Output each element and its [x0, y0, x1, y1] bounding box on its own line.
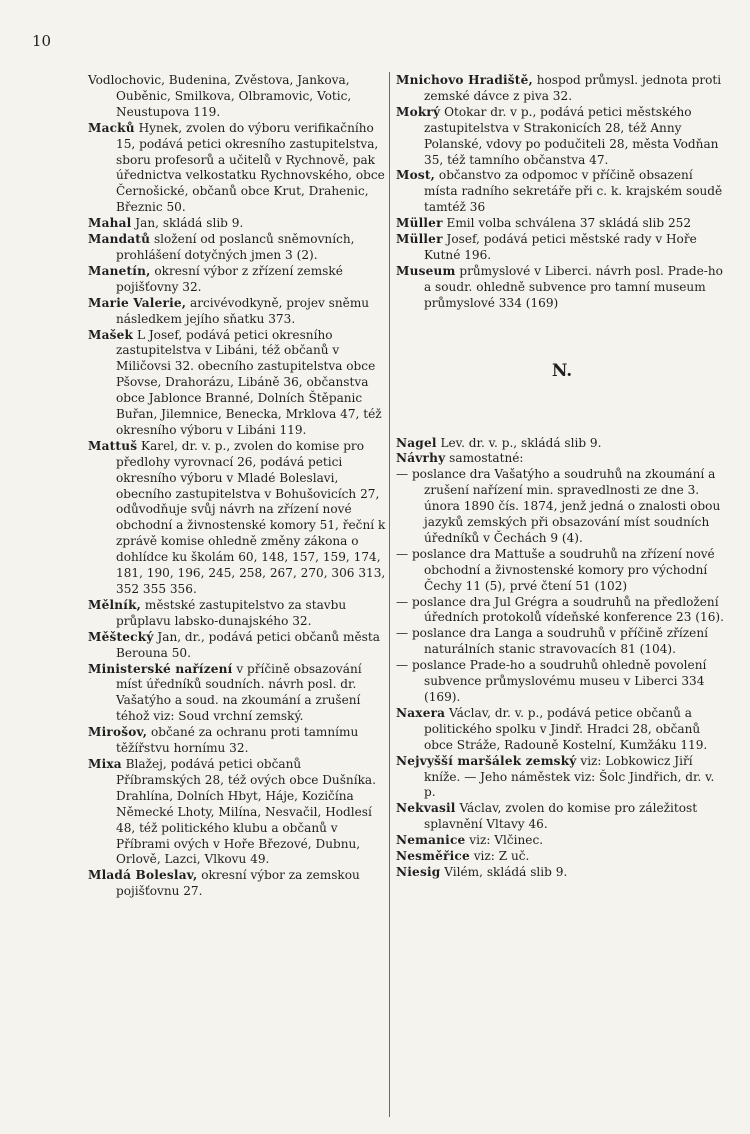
index-entry-keyword: Mašek [88, 327, 134, 342]
index-entry-text: Emil volba schválena 37 skládá slib 252 [442, 216, 692, 231]
index-entry-text: L Josef, podává petici okresního zastupitelstva v Libáni, též občanů v Miličovsi 32. obecního zastupitelstva obce Pšovse, Drahorázu, Libáně 36, občanstva obce Jablonce Branné, Dolních Štěpanic Buřan, Jilemnice, Benecka, Mrklova 47, též okresního výboru v Libáni 119. [116, 327, 382, 437]
right-column [396, 73, 728, 881]
index-entry [88, 73, 386, 121]
index-entry-text: v příčině obsazování míst úředníků soudních. návrh posl. dr. Vašatýho a soud. na zkoumání a zrušení téhož viz: Soud vrchní zemský. [116, 661, 362, 724]
index-entry-text: Otokar dr. v p., podává petici městského zastupitelstva v Strakonicích 28, též Anny Polanské, vdovy po podučiteli 28, města Vodňan 35, též tamního občanstva 47. [424, 104, 719, 167]
index-entry-keyword: Nagel [396, 435, 437, 450]
index-entry [396, 706, 728, 754]
index-entry-text: arcivévodkyně, projev sněmu následkem jejího sňatku 373. [116, 295, 370, 326]
index-entry-keyword: Mandatů [88, 232, 151, 247]
index-entry [396, 232, 728, 264]
index-entry [396, 754, 728, 802]
index-entry-keyword: Marie Valerie, [88, 295, 187, 310]
index-entry [88, 725, 386, 757]
index-entry-text: občanstvo za odpomoc v příčině obsazení místa radního sekretáře při c. k. krajském soudě tamtéž 36 [424, 168, 723, 215]
index-entry [88, 662, 386, 726]
index-entry [396, 216, 728, 232]
index-entry-keyword: Museum [396, 263, 456, 278]
index-entry [88, 296, 386, 328]
index-entry-keyword: Nesměřice [396, 849, 470, 864]
index-entry-keyword: Mixa [88, 756, 122, 771]
index-entry [396, 264, 728, 312]
index-entry-keyword: Mokrý [396, 104, 441, 119]
index-entry-text: průmyslové v Liberci. návrh posl. Prade-ho a soudr. ohledně subvence pro tamní museum průmyslové 334 (169) [424, 263, 723, 310]
index-entry [88, 868, 386, 900]
index-entry-text: — poslance Prade-ho a soudruhů ohledně povolení subvence průmyslovému museu v Liberci 334 (169). [396, 658, 707, 704]
index-entry [88, 757, 386, 868]
index-entry [88, 264, 386, 296]
index-entry-text: Karel, dr. v. p., zvolen do komise pro předlohy vyrovnací 26, podává petici okresního výboru v Mladé Boleslavi, obecního zastupitelstva v Bohušovicích 27, odůvodňuje svůj návrh na zřízení nové obchodní a živnostenské komory 51, řeční k zprávě komise ohledně změny zákona o dohlídce ku školám 60, 148, 157, 159, 174, 181, 190, 196, 245, 258, 267, 270, 306 313, 352 355 356. [116, 438, 386, 596]
index-entry [396, 833, 728, 849]
index-entry [396, 626, 728, 658]
index-entry-text: Vilém, skládá slib 9. [440, 864, 568, 879]
index-entry-keyword: Mahal [88, 216, 132, 231]
index-entry-text: Václav, zvolen do komise pro záležitost splavnění Vltavy 46. [424, 801, 698, 832]
index-entry-keyword: Nejvyšší maršálek zemský [396, 753, 577, 768]
index-entry-text: Hynek, zvolen do výboru verifikačního 15, podává petici okresního zastupitelstva, sboru profesorů a učitelů v Rychnově, pak úřednictva velkostatku Rychnovského, obce Černošické, občanů obce Krut, Drahenic, Březnic 50. [116, 120, 385, 215]
index-entry-keyword: Ministerské nařízení [88, 661, 233, 676]
section-letter-n: N. [551, 360, 573, 381]
index-entry-text: okresní výbor za zemskou pojišťovnu 27. [116, 868, 360, 899]
index-entry-keyword: Mnichovo Hradiště, [396, 73, 533, 87]
index-entry-keyword: Mirošov, [88, 725, 148, 740]
index-entry-text: Jan, skládá slib 9. [131, 216, 244, 231]
index-entry [396, 168, 728, 216]
index-entry [88, 328, 386, 439]
index-entry-text: — poslance dra Mattuše a soudruhů na zřízení nové obchodní a živnostenské komory pro východní Čechy 11 (5), prvé čtení 51 (102) [396, 546, 715, 593]
index-entry-text: Josef, podává petici městské rady v Hoře Kutné 196. [424, 232, 697, 262]
index-entry [396, 865, 728, 881]
index-entry [88, 232, 386, 264]
index-entry-keyword: Müller [396, 216, 443, 231]
index-entry [88, 216, 386, 232]
index-entry-keyword: Měštecký [88, 629, 154, 644]
index-entry [396, 547, 728, 595]
index-entry-keyword: Müller [396, 232, 443, 247]
index-entry-text: viz: Vlčinec. [465, 833, 544, 848]
index-entry [88, 598, 386, 630]
index-entry-text: Blažej, podává petici občanů Příbramských 28, též ových obce Dušníka. Drahlína, Dolních Hbyt, Háje, Kozičína Německé Lhoty, Milína, Nesvačil, Hodlesí 48, též politického klubu a občanů v Příbrami ových v Hoře Březové, Dubnu, Orlově, Lazci, Vlkovu 49. [116, 756, 376, 867]
index-entry [396, 436, 728, 452]
index-entry [396, 105, 728, 169]
index-entry-text: viz: Z uč. [469, 849, 530, 864]
index-entry-keyword: Macků [88, 120, 135, 135]
index-entry [396, 595, 728, 627]
index-entry-keyword: Manetín, [88, 263, 151, 278]
left-column [88, 73, 386, 900]
right-column-entries-n [396, 436, 728, 881]
page-number: 10 [32, 32, 52, 50]
index-entry-text: viz: Lobkowicz Jiří kníže. — Jeho náměstek viz: Šolc Jindřich, dr. v. p. [424, 753, 715, 800]
index-entry-keyword: Nemanice [396, 833, 466, 848]
index-entry-keyword: Návrhy [396, 451, 446, 466]
index-entry-text: Jan, dr., podává petici občanů města Berouna 50. [116, 629, 380, 660]
index-entry-keyword: Mladá Boleslav, [88, 868, 198, 883]
index-entry-keyword: Mělník, [88, 597, 142, 612]
index-entry [396, 849, 728, 865]
right-column-entries-m [396, 73, 728, 312]
index-entry-text: — poslance dra Jul Grégra a soudruhů na předložení úředních protokolů vídeňské konference 23 (16). [396, 594, 724, 625]
index-entry-text: Vodlochovic, Budenina, Zvěstova, Jankova, Ouběnic, Smilkova, Olbramovic, Votic, Neustupova 119. [88, 73, 352, 119]
index-entry-keyword: Mattuš [88, 438, 138, 453]
index-entry [396, 467, 728, 547]
index-entry [88, 439, 386, 598]
index-entry-keyword: Niesig [396, 864, 441, 879]
index-entry [88, 121, 386, 216]
index-entry-text: hospod průmysl. jednota proti zemské dávce z piva 32. [424, 73, 722, 103]
index-entry-text: — poslance dra Langa a soudruhů v příčině zřízení naturálních stanic stravovacích 81 (104). [396, 626, 708, 657]
index-entry-text: Lev. dr. v. p., skládá slib 9. [436, 435, 602, 450]
index-entry-text: občané za ochranu proti tamnímu těžířstvu hornímu 32. [116, 725, 359, 756]
index-entry-text: městské zastupitelstvo za stavbu průplavu labsko-dunajského 32. [116, 597, 347, 628]
column-divider [389, 72, 390, 1117]
index-entry-text: složení od poslanců sněmovních, prohlášení dotyčných jmen 3 (2). [116, 232, 355, 262]
index-entry-text: Václav, dr. v. p., podává petice občanů a politického spolku v Jindř. Hradci 28, občanů obce Stráže, Radouně Kostelní, Kumžáku 119. [424, 705, 708, 752]
index-entry [396, 73, 728, 105]
index-entry-text: — poslance dra Vašatýho a soudruhů na zkoumání a zrušení nařízení min. spravedlnosti ze dne 3. února 1890 čís. 1874, jenž jedná o znalosti obou jazyků zemských při obsazování míst soudních úředníků v Čechách 9 (4). [396, 467, 721, 545]
index-entry-text: samostatné: [445, 451, 524, 466]
index-entry-keyword: Naxera [396, 705, 446, 720]
index-entry [396, 658, 728, 706]
index-entry-keyword: Nekvasil [396, 801, 456, 816]
index-entry [396, 451, 728, 467]
index-entry-text: okresní výbor z zřízení zemské pojišťovny 32. [116, 263, 343, 294]
index-entry-keyword: Most, [396, 168, 436, 183]
index-entry [396, 801, 728, 833]
index-entry [88, 630, 386, 662]
